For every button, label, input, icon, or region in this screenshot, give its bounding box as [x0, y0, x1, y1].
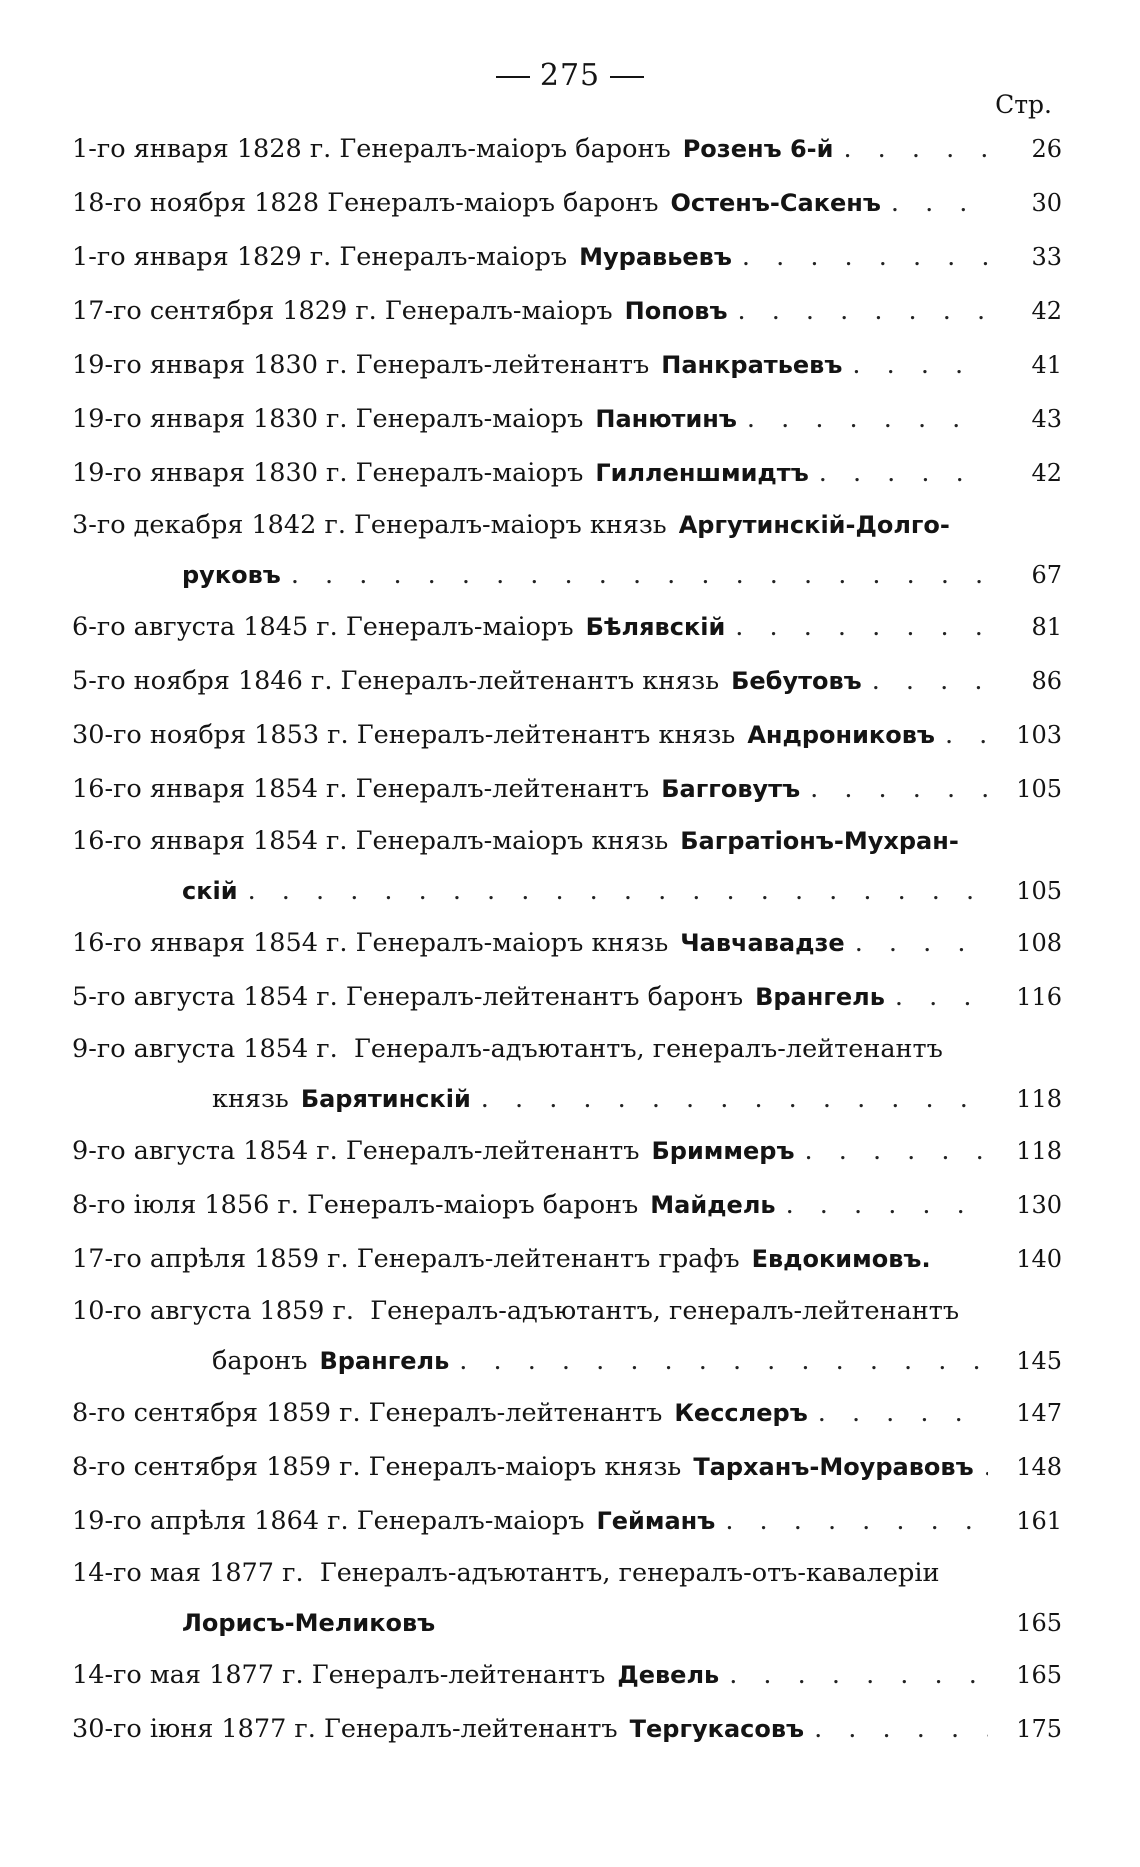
- entry-date: 14-го мая 1877 г.: [72, 1660, 304, 1690]
- entry-rank: Генералъ-лейтенантъ графъ: [356, 1244, 740, 1274]
- entry-name: Бриммеръ: [651, 1137, 795, 1165]
- entry-rank: Генералъ-адъютантъ, генералъ-лейтенантъ: [353, 1034, 943, 1064]
- entry-page: 30: [1031, 189, 1062, 217]
- entry-date: 19-го января 1830 г.: [72, 458, 348, 488]
- dot-leader: [810, 762, 988, 816]
- entry-page: 86: [1031, 667, 1062, 695]
- dot-leader: [818, 1386, 988, 1440]
- dot-leader: [855, 916, 988, 970]
- dot-leader: [742, 230, 988, 284]
- entry-name: Девель: [617, 1661, 720, 1689]
- entry-rank: Генералъ-маiоръ князь: [354, 510, 667, 540]
- index-list: [72, 122, 1062, 1756]
- entry-name: Муравьевъ: [579, 243, 732, 271]
- entry-page: 105: [1016, 775, 1062, 803]
- entry-name: Тарханъ-Моуравовъ: [693, 1453, 974, 1481]
- index-entry: [72, 338, 1062, 392]
- entry-rank: Генералъ-маiоръ князь: [355, 826, 669, 856]
- entry-rank: Генералъ-маiоръ: [384, 296, 613, 326]
- entry-page: 118: [1016, 1085, 1062, 1113]
- index-entry: [72, 762, 1062, 816]
- index-entry: [72, 1232, 1062, 1286]
- dot-leader: [895, 970, 988, 1024]
- entry-date: 17-го апрѣля 1859 г.: [72, 1244, 349, 1274]
- entry-page: 165: [1016, 1661, 1062, 1689]
- entry-rank: Генералъ-адъютантъ, генералъ-лейтенантъ: [370, 1296, 960, 1326]
- entry-date: 18-го ноября 1828: [72, 188, 320, 218]
- index-entry: [72, 1286, 1062, 1386]
- entry-rank: Генералъ-маiоръ: [355, 458, 584, 488]
- index-entry: [72, 654, 1062, 708]
- entry-name: Врангель: [319, 1347, 450, 1375]
- index-entry: [72, 916, 1062, 970]
- entry-page: 42: [1031, 297, 1062, 325]
- entry-date: 30-го ноября 1853 г.: [72, 720, 349, 750]
- index-entry: [72, 392, 1062, 446]
- entry-date: 16-го января 1854 г.: [72, 928, 348, 958]
- dot-leader: [729, 1648, 988, 1702]
- dot-leader: [819, 446, 988, 500]
- entry-name: Багговутъ: [661, 775, 801, 803]
- entry-rank: Генералъ-лейтенантъ: [345, 1136, 640, 1166]
- entry-rank: Генералъ-лейтенантъ князь: [356, 720, 736, 750]
- dot-leader: [843, 122, 988, 176]
- entry-name: Кесслеръ: [674, 1399, 808, 1427]
- entry-rank: Генералъ-лейтенантъ: [324, 1714, 618, 1744]
- entry-date: 6-го августа 1845 г.: [72, 612, 338, 642]
- entry-date: 19-го января 1830 г.: [72, 404, 348, 434]
- entry-page: 165: [1016, 1609, 1062, 1637]
- dot-leader: [738, 284, 989, 338]
- entry-rank: Генералъ-лейтенантъ: [311, 1660, 606, 1690]
- entry-date: 19-го января 1830 г.: [72, 350, 348, 380]
- entry-page: 108: [1016, 929, 1062, 957]
- entry-name: Андрониковъ: [747, 721, 935, 749]
- entry-date: 3-го декабря 1842 г.: [72, 510, 346, 540]
- index-entry: [72, 1386, 1062, 1440]
- index-entry: [72, 1494, 1062, 1548]
- entry-rank: Генералъ-лейтенантъ: [368, 1398, 663, 1428]
- index-entry: [72, 446, 1062, 500]
- page-number: [0, 58, 1140, 93]
- entry-page: 147: [1016, 1399, 1062, 1427]
- entry-name: Аргутинскiй-Долго-: [678, 511, 950, 539]
- dot-leader: [852, 338, 988, 392]
- entry-page: 81: [1031, 613, 1062, 641]
- entry-date: 19-го апрѣля 1864 г.: [72, 1506, 349, 1536]
- entry-date: 1-го января 1829 г.: [72, 242, 332, 272]
- index-entry: [72, 1702, 1062, 1756]
- entry-page: 130: [1016, 1191, 1062, 1219]
- entry-rank: Генералъ-лейтенантъ баронъ: [345, 982, 744, 1012]
- entry-date: 9-го августа 1854 г.: [72, 1034, 338, 1064]
- entry-name: Чавчавадзе: [680, 929, 845, 957]
- entry-page: 105: [1016, 877, 1062, 905]
- entry-rank: Генералъ-маiоръ князь: [368, 1452, 682, 1482]
- entry-rank-continued: баронъ: [212, 1346, 308, 1376]
- entry-date: 8-го сентября 1859 г.: [72, 1398, 361, 1428]
- entry-name: Поповъ: [624, 297, 728, 325]
- dash-left: [496, 76, 530, 78]
- entry-date: 8-го iюля 1856 г.: [72, 1190, 299, 1220]
- dot-leader: [872, 654, 988, 708]
- entry-name: Панютинъ: [595, 405, 737, 433]
- entry-page: 103: [1016, 721, 1062, 749]
- entry-name: Евдокимовъ.: [751, 1245, 931, 1273]
- entry-page: 43: [1031, 405, 1062, 433]
- entry-name: Бебутовъ: [731, 667, 862, 695]
- entry-date: 14-го мая 1877 г.: [72, 1558, 304, 1588]
- entry-name: Розенъ 6-й: [682, 135, 834, 163]
- dot-leader: [891, 176, 988, 230]
- entry-name: Гейманъ: [596, 1507, 716, 1535]
- dot-leader: [984, 1440, 988, 1494]
- entry-name-continued: руковъ: [182, 561, 281, 589]
- entry-rank: Генералъ-маiоръ баронъ: [339, 134, 671, 164]
- entry-page: 26: [1031, 135, 1062, 163]
- entry-rank-continued: князь: [212, 1084, 289, 1114]
- entry-date: 16-го января 1854 г.: [72, 774, 348, 804]
- dot-leader: [805, 1124, 988, 1178]
- entry-name: Бѣлявскiй: [585, 613, 726, 641]
- entry-page: 145: [1016, 1347, 1062, 1375]
- dot-leader: [747, 392, 988, 446]
- entry-name: Барятинскiй: [300, 1085, 471, 1113]
- entry-rank: Генералъ-маiоръ баронъ: [306, 1190, 639, 1220]
- index-entry: [72, 1440, 1062, 1494]
- entry-rank: Генералъ-маiоръ: [345, 612, 574, 642]
- entry-date: 5-го августа 1854 г.: [72, 982, 338, 1012]
- dot-leader: [725, 1494, 988, 1548]
- entry-name: Гилленшмидтъ: [595, 459, 809, 487]
- dot-leader: [459, 1336, 988, 1386]
- entry-rank: Генералъ-маiоръ князь: [355, 928, 669, 958]
- entry-name: Лорисъ-Меликовъ: [182, 1609, 436, 1637]
- index-entry: [72, 600, 1062, 654]
- dot-leader: [248, 866, 988, 916]
- dash-right: [610, 76, 644, 78]
- index-entry: [72, 1024, 1062, 1124]
- dot-leader: [481, 1074, 988, 1124]
- entry-rank: Генералъ-лейтенантъ: [355, 774, 650, 804]
- entry-rank: Генералъ-адъютантъ, генералъ-отъ-кавалерiи: [319, 1558, 940, 1588]
- entry-page: 140: [1016, 1245, 1062, 1273]
- index-entry: [72, 1548, 1062, 1648]
- entry-page: 118: [1016, 1137, 1062, 1165]
- entry-rank: Генералъ-маiоръ: [339, 242, 568, 272]
- entry-page: 41: [1031, 351, 1062, 379]
- index-entry: [72, 816, 1062, 916]
- entry-date: 16-го января 1854 г.: [72, 826, 348, 856]
- entry-date: 17-го сентября 1829 г.: [72, 296, 377, 326]
- index-entry: [72, 230, 1062, 284]
- entry-name: Панкратьевъ: [661, 351, 843, 379]
- page-column-header: Стр.: [995, 90, 1052, 119]
- index-entry: [72, 122, 1062, 176]
- index-entry: [72, 1178, 1062, 1232]
- entry-name-continued: скiй: [182, 877, 238, 905]
- entry-rank: Генералъ-маiоръ: [356, 1506, 585, 1536]
- page-number-text: 275: [539, 58, 601, 93]
- dot-leader: [735, 600, 988, 654]
- index-entry: [72, 284, 1062, 338]
- dot-leader: [945, 708, 988, 762]
- index-entry: [72, 500, 1062, 600]
- entry-page: 67: [1031, 561, 1062, 589]
- entry-date: 8-го сентября 1859 г.: [72, 1452, 361, 1482]
- entry-rank: Генералъ-маiоръ баронъ: [327, 188, 659, 218]
- entry-page: 42: [1031, 459, 1062, 487]
- entry-name: Багратiонъ-Мухран-: [680, 827, 959, 855]
- entry-name: Врангель: [755, 983, 885, 1011]
- entry-page: 116: [1016, 983, 1062, 1011]
- entry-name: Тергукасовъ: [629, 1715, 805, 1743]
- entry-date: 9-го августа 1854 г.: [72, 1136, 338, 1166]
- entry-name: Майдель: [650, 1191, 776, 1219]
- entry-page: 161: [1016, 1507, 1062, 1535]
- index-entry: [72, 970, 1062, 1024]
- dot-leader: [786, 1178, 988, 1232]
- index-entry: [72, 1124, 1062, 1178]
- entry-page: 33: [1031, 243, 1062, 271]
- entry-date: 1-го января 1828 г.: [72, 134, 332, 164]
- dot-leader: [291, 550, 988, 600]
- entry-name: Остенъ-Сакенъ: [670, 189, 881, 217]
- entry-date: 5-го ноября 1846 г.: [72, 666, 333, 696]
- entry-page: 175: [1016, 1715, 1062, 1743]
- index-entry: [72, 1648, 1062, 1702]
- dot-leader: [814, 1702, 988, 1756]
- entry-rank: Генералъ-лейтенантъ: [355, 350, 650, 380]
- entry-date: 30-го iюня 1877 г.: [72, 1714, 316, 1744]
- entry-rank: Генералъ-лейтенантъ князь: [340, 666, 720, 696]
- entry-rank: Генералъ-маiоръ: [355, 404, 584, 434]
- entry-date: 10-го августа 1859 г.: [72, 1296, 354, 1326]
- entry-page: 148: [1016, 1453, 1062, 1481]
- index-entry: [72, 708, 1062, 762]
- index-entry: [72, 176, 1062, 230]
